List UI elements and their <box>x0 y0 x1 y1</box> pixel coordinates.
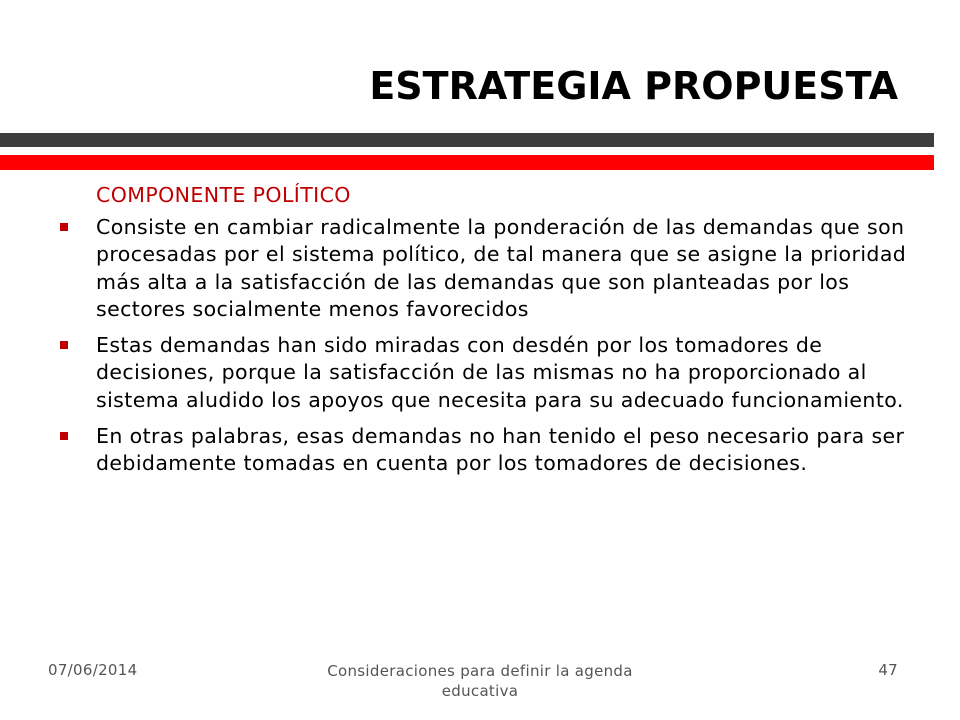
footer-page-number: 47 <box>878 661 898 679</box>
footer-center-text: Consideraciones para definir la agenda educativa <box>327 662 633 700</box>
square-bullet-icon <box>60 432 68 440</box>
bullet-item <box>60 423 920 478</box>
slide-content <box>60 183 920 487</box>
bullet-item <box>60 214 920 323</box>
bullet-list <box>60 214 920 478</box>
square-bullet-icon <box>60 223 68 231</box>
bullet-text: Estas demandas han sido miradas con desdén por los tomadores de decisiones, porque la satisfacción de las mismas no ha proporcionado al sistema aludido los apoyos que necesita para su adecuado funcionamiento. <box>96 333 904 412</box>
slide-subtitle: COMPONENTE POLÍTICO <box>96 183 351 207</box>
footer-date: 07/06/2014 <box>48 661 138 679</box>
dark-divider-bar <box>0 133 934 147</box>
bullet-item <box>60 332 920 414</box>
red-divider-bar <box>0 155 934 170</box>
footer-center <box>0 661 960 701</box>
bullet-text: Consiste en cambiar radicalmente la ponderación de las demandas que son procesadas por el sistema político, de tal manera que se asigne la prioridad más alta a la satisfacción de las demandas que son planteadas por los sectores socialmente menos favorecidos <box>96 215 907 321</box>
slide-title: ESTRATEGIA PROPUESTA <box>369 64 898 108</box>
square-bullet-icon <box>60 341 68 349</box>
bullet-text: En otras palabras, esas demandas no han tenido el peso necesario para ser debidamente tomadas en cuenta por los tomadores de decisiones. <box>96 424 905 476</box>
